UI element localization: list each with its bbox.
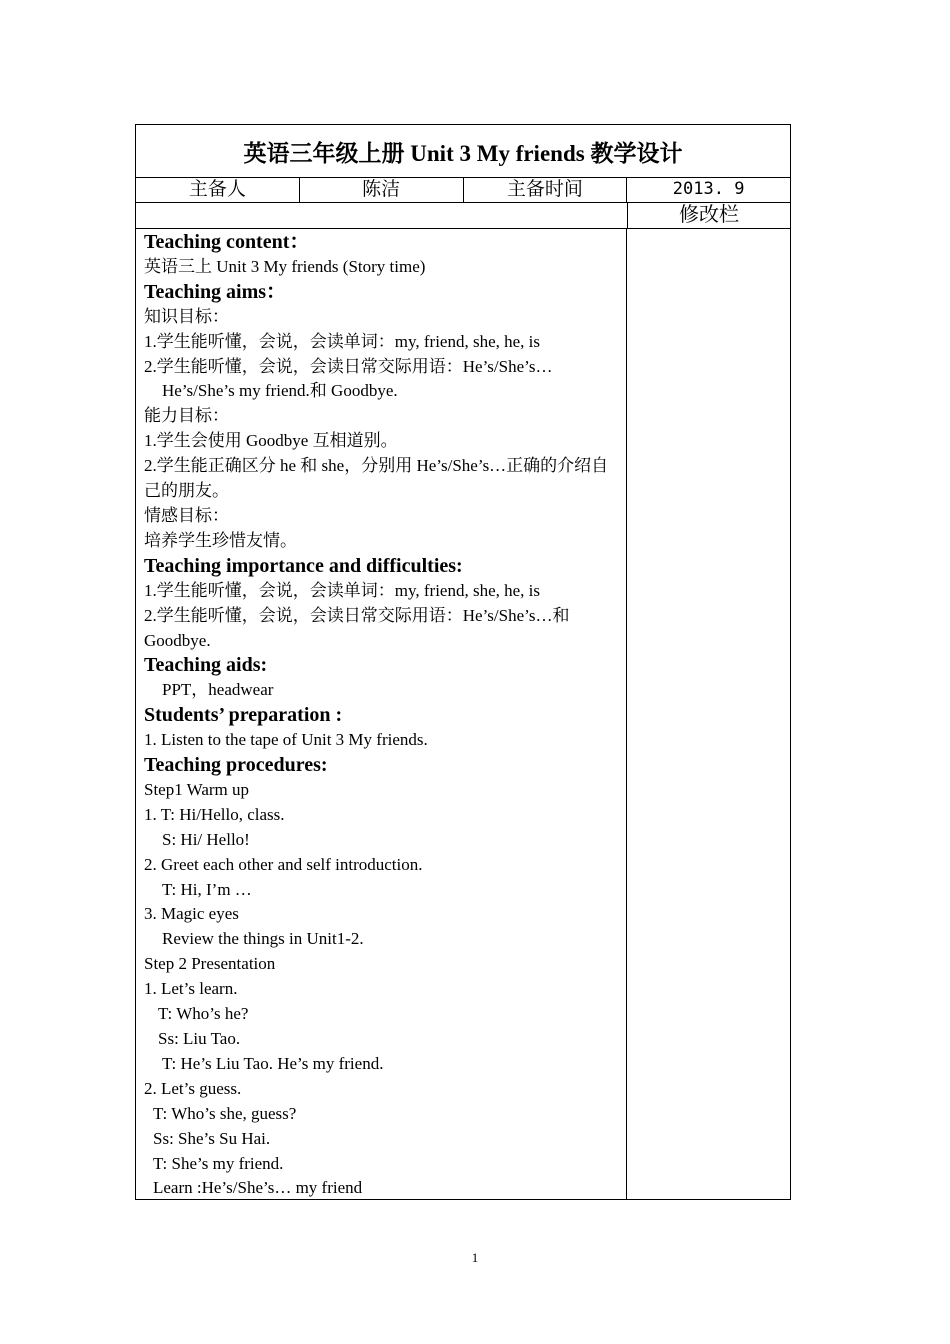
content-line: 3. Magic eyes xyxy=(144,904,239,924)
content-line: 2. Let’s guess. xyxy=(144,1078,242,1098)
content-line: T: Who’s she, guess? xyxy=(153,1103,297,1123)
content-line: 情感目标： xyxy=(144,505,229,525)
content-line: 1. Listen to the tape of Unit 3 My friends. xyxy=(144,730,428,750)
revision-column-label: 修改栏 xyxy=(627,202,790,228)
content-line: 1. T: Hi/Hello, class. xyxy=(144,804,285,824)
heading-teaching-content: Teaching content： xyxy=(144,231,310,253)
content-line: Ss: She’s Su Hai. xyxy=(153,1128,271,1148)
content-line: PPT，headwear xyxy=(162,680,274,700)
prepared-by-value: 陈洁 xyxy=(300,177,464,202)
content-line: 2. Greet each other and self introduction. xyxy=(144,854,423,874)
heading-teaching-aims: Teaching aims： xyxy=(144,280,287,303)
content-line: He’s/She’s my friend.和 Goodbye. xyxy=(162,381,398,401)
prepared-by-label: 主备人 xyxy=(136,177,300,202)
heading-teaching-procedures: Teaching procedures: xyxy=(144,754,328,777)
content-line: T: She’s my friend. xyxy=(153,1153,284,1173)
content-line: Ss: Liu Tao. xyxy=(158,1029,241,1048)
lesson-plan-table xyxy=(135,124,791,1200)
content-line: T: He’s Liu Tao. He’s my friend. xyxy=(162,1053,384,1073)
prep-time-label: 主备时间 xyxy=(464,177,628,202)
content-line: Review the things in Unit1-2. xyxy=(162,929,364,949)
page-number: 1 xyxy=(471,1250,479,1265)
content-line: T: Hi, I’m … xyxy=(162,879,252,899)
content-line: 1.学生能听懂，会说，会读单词：my, friend, she, he, is xyxy=(144,331,541,351)
content-line: S: Hi/ Hello! xyxy=(162,829,250,849)
heading-teaching-aids: Teaching aids: xyxy=(144,654,268,677)
content-line: 知识目标： xyxy=(144,306,229,326)
heading-importance-difficulties: Teaching importance and difficulties: xyxy=(144,554,463,577)
content-line: Step 2 Presentation xyxy=(144,954,276,974)
document-title: 英语三年级上册 Unit 3 My friends 教学设计 xyxy=(136,125,790,178)
content-line: 2.学生能听懂，会说，会读日常交际用语：He’s/She’s… xyxy=(144,356,553,376)
revision-header-row xyxy=(136,202,790,229)
content-line: 能力目标： xyxy=(144,406,229,426)
content-line: 2.学生能正确区分 he 和 she，分别用 He’s/She’s…正确的介绍自己的朋友。 xyxy=(144,456,609,501)
prep-time-value: 2013. 9 xyxy=(672,179,745,199)
content-line: 2.学生能听懂，会说，会读日常交际用语：He’s/She’s…和 Goodbye. xyxy=(144,605,570,650)
heading-students-preparation: Students’ preparation : xyxy=(144,704,343,727)
content-line: 1. Let’s learn. xyxy=(144,979,238,999)
content-line: 1.学生能听懂，会说，会读单词：my, friend, she, he, is xyxy=(144,580,541,600)
meta-row xyxy=(136,177,790,203)
content-line: T: Who’s he? xyxy=(158,1004,249,1024)
content-line: Learn :He’s/She’s… my friend xyxy=(153,1178,363,1198)
content-line: 1.学生会使用 Goodbye 互相道别。 xyxy=(144,431,398,451)
lesson-content xyxy=(136,228,627,1199)
content-line: Step1 Warm up xyxy=(144,779,250,799)
content-line: 培养学生珍惜友情。 xyxy=(144,530,297,550)
content-line: 英语三上 Unit 3 My friends (Story time) xyxy=(144,256,426,276)
